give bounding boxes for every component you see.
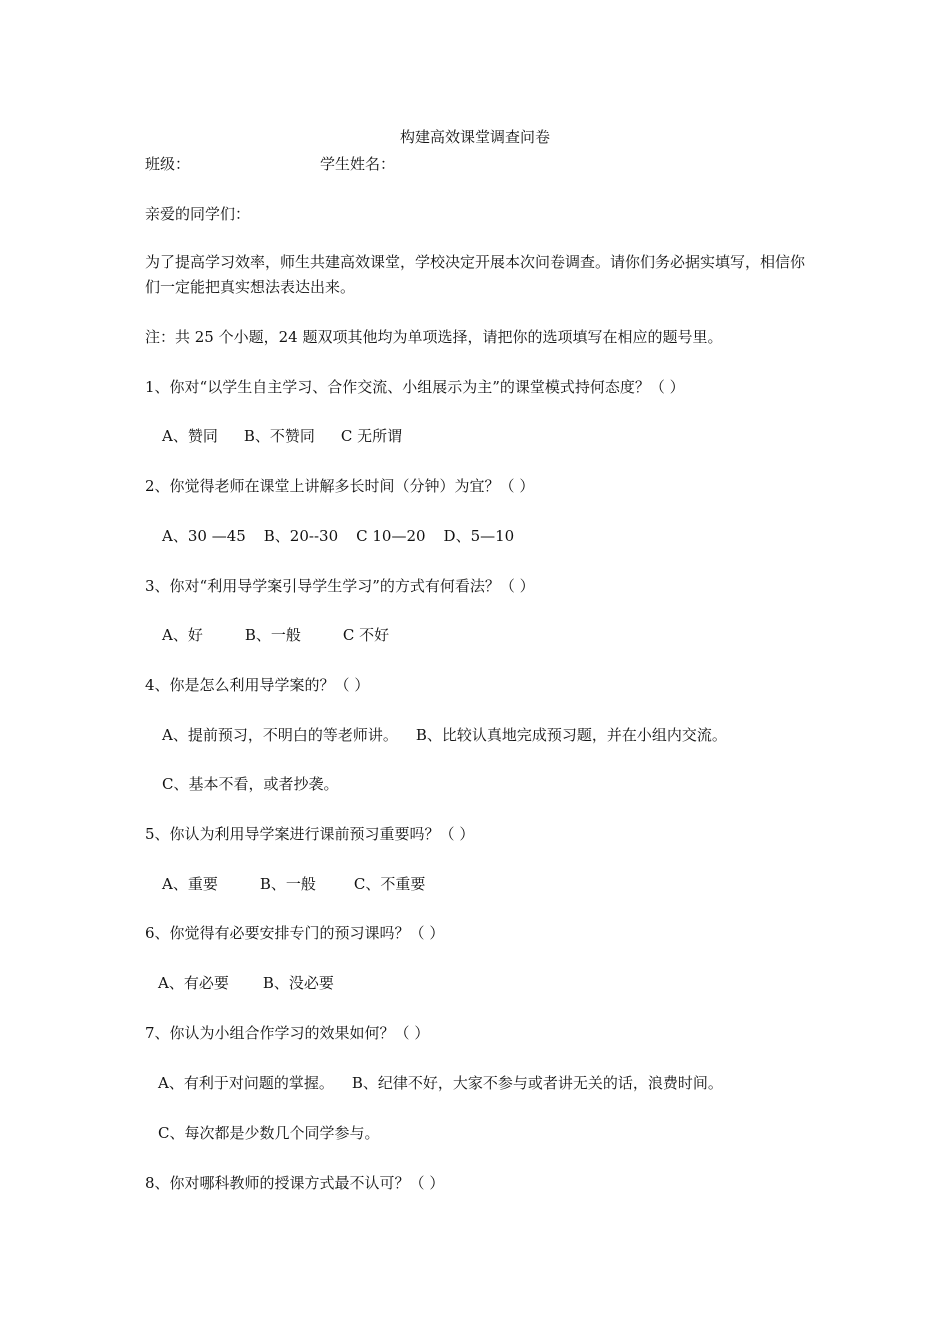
option: A、30 —45 [162,527,246,545]
option: D、5—10 [443,527,515,545]
question-4: 4、你是怎么利用导学案的？（ ） [145,676,370,694]
class-label: 班级： [145,155,191,173]
question-5-options [162,874,451,894]
option: C、每次都是少数几个同学参与。 [158,1124,380,1142]
option: A、提前预习，不明白的等老师讲。 [162,726,398,744]
intro-paragraph: 为了提高学习效率，师生共建高效课堂，学校决定开展本次问卷调查。请你们务必据实填写，相信你们一定能把真实想法表达出来。 [145,253,806,296]
question-4-options-2 [162,774,364,794]
question-7-options [158,1073,749,1093]
option: C 无所谓 [340,427,403,445]
option: A、重要 [162,875,218,893]
greeting: 亲爱的同学们： [145,205,251,223]
option: B、不赞同 [243,427,315,445]
question-1-options [162,426,428,446]
question-5: 5、你认为利用导学案进行课前预习重要吗？（ ） [145,825,475,843]
page-title: 构建高效课堂调查问卷 [399,128,550,146]
option: B、纪律不好，大家不参与或者讲无关的话，浪费时间。 [351,1074,723,1092]
option: C、不重要 [353,875,426,893]
option: B、一般 [244,626,301,644]
option: B、比较认真地完成预习题，并在小组内交流。 [415,726,727,744]
question-1: 1、你对“以学生自主学习、合作交流、小组展示为主”的课堂模式持何态度？（ ） [145,378,685,396]
option: A、赞同 [162,427,218,445]
option: A、好 [162,626,203,644]
option: C、基本不看，或者抄袭。 [162,775,339,793]
question-2: 2、你觉得老师在课堂上讲解多长时间（分钟）为宜？（ ） [145,477,535,495]
question-4-options [162,725,753,745]
option: A、有必要 [158,974,229,992]
option: B、20--30 [263,527,339,545]
option: B、一般 [259,875,316,893]
question-3: 3、你对“利用导学案引导学生学习”的方式有何看法？（ ） [145,577,535,595]
question-7-options-2 [158,1123,405,1143]
student-name-label: 学生姓名： [320,155,396,173]
question-7: 7、你认为小组合作学习的效果如何？（ ） [145,1024,430,1042]
option: A、有利于对问题的掌握。 [158,1074,334,1092]
option: C 10—20 [356,527,426,545]
question-2-options [162,526,540,546]
question-6-options [158,973,360,993]
option: C 不好 [342,626,390,644]
question-3-options [162,625,415,645]
question-8: 8、你对哪科教师的授课方式最不认可？（ ） [145,1174,445,1192]
note: 注：共 25 个小题，24 题双项其他均为单项选择，请把你的选项填写在相应的题号里。 [145,328,723,346]
question-6: 6、你觉得有必要安排专门的预习课吗？（ ） [145,924,445,942]
student-info-row [145,154,745,174]
option: B、没必要 [262,974,334,992]
